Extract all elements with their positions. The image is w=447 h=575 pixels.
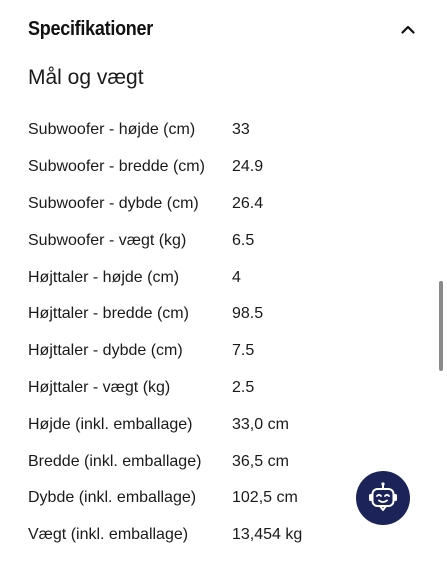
spec-label: Højttaler - dybde (cm) [28,342,183,360]
spec-label: Subwoofer - højde (cm) [28,121,196,139]
spec-label: Højttaler - vægt (kg) [28,378,171,396]
spec-value: 4 [232,268,241,286]
spec-label: Højttaler - bredde (cm) [28,305,189,323]
spec-list [28,112,348,554]
spec-label: Bredde (inkl. emballage) [28,452,202,470]
collapse-button[interactable] [396,17,420,41]
spec-value: 6.5 [232,231,255,249]
spec-label: Subwoofer - dybde (cm) [28,194,199,212]
spec-row [28,112,348,149]
spec-row [28,149,348,186]
spec-value: 2.5 [232,378,255,396]
spec-label: Subwoofer - vægt (kg) [28,231,187,249]
chevron-up-icon [401,25,415,34]
spec-label: Vægt (inkl. emballage) [28,526,189,544]
spec-value: 33 [232,121,250,139]
spec-value: 13,454 kg [232,526,303,544]
specifications-header[interactable] [28,14,420,44]
spec-row [28,333,348,370]
spec-label: Højde (inkl. emballage) [28,415,193,433]
spec-value: 102,5 cm [232,489,298,507]
spec-row [28,222,348,259]
chatbot-icon [366,481,400,515]
spec-value: 33,0 cm [232,415,289,433]
spec-row [28,443,348,480]
section-title: Mål og vægt [28,66,144,89]
spec-row [28,186,348,223]
spec-label: Dybde (inkl. emballage) [28,489,197,507]
spec-row [28,517,348,554]
scrollbar-thumb[interactable] [439,281,443,371]
spec-label: Subwoofer - bredde (cm) [28,158,205,176]
spec-value: 36,5 cm [232,452,289,470]
spec-row [28,406,348,443]
specifications-title: Specifikationer [28,17,154,40]
chatbot-button[interactable] [356,471,410,525]
spec-row [28,370,348,407]
spec-row [28,296,348,333]
spec-row [28,259,348,296]
spec-row [28,480,348,517]
spec-value: 26.4 [232,194,264,212]
spec-value: 7.5 [232,342,255,360]
spec-value: 24.9 [232,158,264,176]
spec-label: Højttaler - højde (cm) [28,268,180,286]
spec-value: 98.5 [232,305,264,323]
